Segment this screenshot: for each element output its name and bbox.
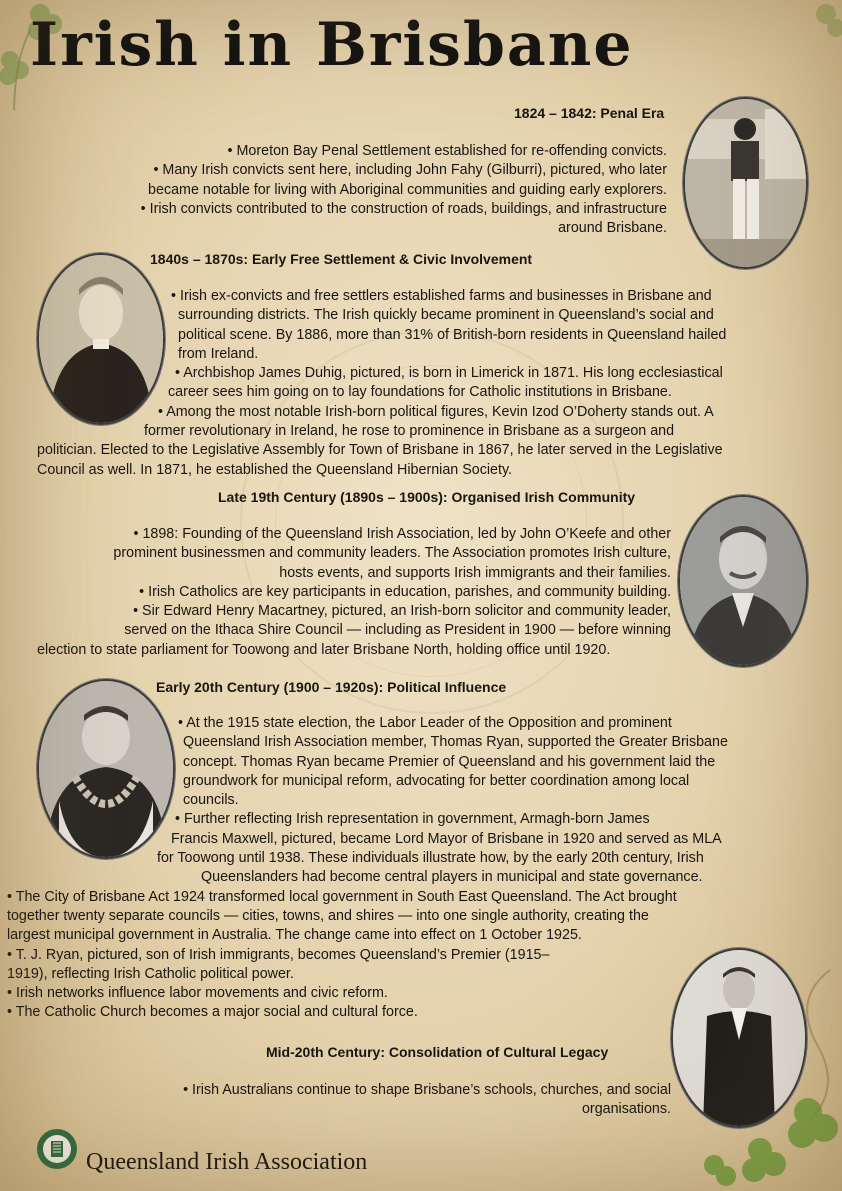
text-line: prominent businessmen and community leaders. The Association promotes Irish culture, [113,545,671,562]
text-line: concept. Thomas Ryan became Premier of Queensland and his government laid the [183,753,716,770]
text-line: • Irish Australians continue to shape Brisbane’s schools, churches, and social [183,1082,671,1098]
photo-edward-macartney [678,495,808,667]
section-text [0,714,842,1023]
text-line: politician. Elected to the Legislative Assembly for Town of Brisbane in 1867, he later served in the Legislative [37,442,723,459]
text-line: together twenty separate councils — cities, towns, and shires — into one single authority, creating the [7,907,649,924]
text-line: councils. [183,792,239,809]
page-title: Irish in Brisbane [30,10,634,80]
text-line: • At the 1915 state election, the Labor Leader of the Opposition and prominent [178,715,672,731]
text-line: • T. J. Ryan, pictured, son of Irish immigrants, becomes Queensland’s Premier (1915– [7,946,550,963]
text-line: political scene. By 1886, more than 31% of British-born residents in Queensland hailed [178,326,727,343]
text-line: • Among the most notable Irish-born political figures, Kevin Izod O’Doherty stands out. A [158,403,714,420]
section-heading: Early 20th Century (1900 – 1920s): Political Influence [156,679,507,695]
text-line: • Sir Edward Henry Macartney, pictured, an Irish-born solicitor and community leader, [133,603,671,620]
shamrock-icon [800,0,842,60]
text-line: • The City of Brisbane Act 1924 transformed local government in South East Queensland. The Act brought [7,888,677,905]
text-line: • Many Irish convicts sent here, including John Fahy (Gilburri), pictured, who later [153,162,667,179]
section-heading: 1840s – 1870s: Early Free Settlement & Civic Involvement [150,251,533,267]
text-line: Council as well. In 1871, he established the Queensland Hibernian Society. [37,461,513,478]
text-line: surrounding districts. The Irish quickly became prominent in Queensland’s social and [178,307,714,324]
text-line: Queenslanders had become central players in municipal and state governance. [201,869,703,886]
text-line: • Irish Catholics are key participants in education, parishes, and community building. [139,583,671,600]
organisation-name: Queensland Irish Association [86,1149,368,1175]
text-line: 1919), reflecting Irish Catholic political power. [7,965,294,982]
text-line: • Irish networks influence labor movements and civic reform. [7,985,388,1002]
text-line: career sees him going on to lay foundations for Catholic institutions in Brisbane. [168,384,672,401]
text-line: from Ireland. [178,345,259,362]
section-heading: Mid-20th Century: Consolidation of Cultural Legacy [266,1044,609,1060]
section-text [113,525,671,641]
text-line: for Toowong until 1938. These individuals illustrate how, by the early 20th century, Irish [157,850,704,867]
text-line: • Archbishop James Duhig, pictured, is born in Limerick in 1871. His long ecclesiastical [175,365,723,382]
text-line: • Further reflecting Irish representation in government, Armagh-born James [175,811,650,828]
section-text [0,287,842,480]
text-line: organisations. [581,1101,671,1118]
section-text [37,641,610,660]
text-line: • 1898: Founding of the Queensland Irish Association, led by John O’Keefe and other [133,526,671,542]
text-line: largest municipal government in Australia. The change came into effect on 1 October 1925. [7,927,582,944]
text-line: • Irish ex-convicts and free settlers established farms and businesses in Brisbane and [171,288,712,304]
photo-john-fahy [683,97,808,269]
text-line: election to state parliament for Toowong and later Brisbane North, holding office until 1920. [37,642,611,658]
text-line: • Irish convicts contributed to the construction of roads, buildings, and infrastructure [140,200,667,217]
section-text [183,1081,671,1120]
text-line: became notable for living with Aboriginal communities and guiding early explorers. [148,181,667,198]
text-line: Queensland Irish Association member, Thomas Ryan, supported the Greater Brisbane [183,734,728,751]
text-line: hosts events, and supports Irish immigrants and their families. [279,564,671,581]
text-line: served on the Ithaca Shire Council — including as President in 1900 — before winning [124,622,671,639]
text-line: groundwork for municipal reform, advocating for better coordination among local [183,772,690,789]
text-line: • Moreton Bay Penal Settlement established for re-offending convicts. [227,143,667,159]
qia-logo-icon [36,1128,78,1170]
text-line: • The Catholic Church becomes a major social and cultural force. [7,1004,418,1021]
text-line: former revolutionary in Ireland, he rose to prominence in Brisbane as a surgeon and [144,423,675,440]
section-heading: 1824 – 1842: Penal Era [514,105,665,121]
section-text [141,142,667,238]
text-line: Francis Maxwell, pictured, became Lord Mayor of Brisbane in 1920 and served as MLA [171,830,722,847]
text-line: around Brisbane. [558,220,667,237]
section-heading: Late 19th Century (1890s – 1900s): Organised Irish Community [218,489,636,505]
